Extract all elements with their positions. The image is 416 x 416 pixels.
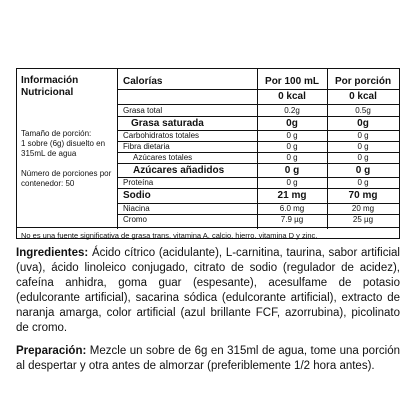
rule-6 bbox=[117, 163, 399, 164]
preparation-text: Mezcle un sobre de 6g en 315ml de agua, tome una porción al despertar y otra antes de almorzar (preferiblemente 1/2 hora antes). bbox=[16, 345, 400, 372]
energy-per-serving: 0 kcal bbox=[349, 91, 377, 102]
col-per100-header: Por 100 mL bbox=[265, 76, 319, 87]
preparation-label: Preparación: bbox=[16, 345, 87, 357]
preparation-block bbox=[16, 344, 400, 374]
row-total-sugars-name: Azúcares totales bbox=[133, 153, 193, 162]
row-sodium-name: Sodio bbox=[123, 190, 151, 201]
rule-1 bbox=[117, 104, 399, 105]
row-fiber-per-serving: 0 g bbox=[357, 142, 369, 151]
row-niacin-per-serving: 20 mg bbox=[351, 204, 375, 213]
serving-line3: 315mL de agua bbox=[21, 149, 77, 158]
col-calories-header: Calorías bbox=[123, 76, 163, 87]
row-saturated-fat-per100: 0g bbox=[286, 118, 298, 129]
info-title-line1: Información bbox=[21, 75, 79, 86]
row-total-fat-per100: 0.2g bbox=[284, 106, 300, 115]
row-chromium-per100: 7.9 µg bbox=[280, 215, 304, 224]
row-sodium-per-serving: 70 mg bbox=[348, 190, 378, 201]
row-niacin-name: Niacina bbox=[123, 204, 150, 213]
col-per-serving-header: Por porción bbox=[334, 76, 392, 87]
serving-line1: Tamaño de porción: bbox=[21, 129, 92, 138]
serving-line2: 1 sobre (6g) disuelto en bbox=[21, 139, 106, 148]
row-chromium-per-serving: 25 µg bbox=[352, 215, 374, 224]
row-niacin-per100: 6.0 mg bbox=[279, 204, 305, 213]
energy-per100: 0 kcal bbox=[278, 91, 306, 102]
footnote: No es una fuente significativa de grasa trans, vitamina A, calcio, hierro, vitamina D y zinc. bbox=[21, 231, 318, 240]
row-total-fat-name: Grasa total bbox=[123, 106, 163, 115]
row-total-sugars-per100: 0 g bbox=[286, 153, 298, 162]
row-saturated-fat-per-serving: 0g bbox=[357, 118, 369, 129]
row-chromium-name: Cromo bbox=[123, 215, 148, 224]
servings-line1: Número de porciones por bbox=[21, 169, 112, 178]
row-protein-per100: 0 g bbox=[286, 178, 298, 187]
row-carbs-per-serving: 0 g bbox=[357, 131, 369, 140]
row-added-sugars-per-serving: 0 g bbox=[355, 165, 371, 176]
row-fiber-name: Fibra dietaria bbox=[123, 142, 170, 151]
row-total-sugars-per-serving: 0 g bbox=[357, 153, 369, 162]
serving-info bbox=[21, 129, 111, 189]
header-rule bbox=[117, 89, 399, 90]
ingredients-text: Ácido cítrico (acidulante), L-carnitina, taurina, sabor artificial (uva), ácido linoleico conjugado, citrato de sodio (regulador de acidez), cafeína anhidra, goma guar (espesante), acesulfame de potasio (edulcorante artificial), sacarina sódica (edulcorante artificial), extracto de naranja amarga, color artificial (azul brillante FCF, azorrubina), picolinato de cromo. bbox=[16, 247, 400, 334]
ingredients-block bbox=[16, 246, 400, 336]
row-total-fat-per-serving: 0.5g bbox=[355, 106, 371, 115]
rule-8 bbox=[117, 188, 399, 189]
row-carbs-name: Carbohidratos totales bbox=[123, 131, 200, 140]
servings-line2: contenedor: 50 bbox=[21, 179, 75, 188]
nutrition-facts-table bbox=[16, 68, 400, 239]
row-sodium-per100: 21 mg bbox=[277, 190, 307, 201]
footnote-rule bbox=[17, 227, 399, 228]
rule-2 bbox=[117, 116, 399, 117]
row-saturated-fat-name: Grasa saturada bbox=[131, 118, 204, 129]
info-title-line2: Nutricional bbox=[21, 87, 74, 98]
row-protein-per-serving: 0 g bbox=[357, 178, 369, 187]
info-title bbox=[21, 75, 78, 99]
row-added-sugars-name: Azúcares añadidos bbox=[133, 165, 225, 176]
row-carbs-per100: 0 g bbox=[286, 131, 298, 140]
row-protein-name: Proteína bbox=[123, 178, 154, 187]
ingredients-label: Ingredientes: bbox=[16, 247, 89, 259]
row-fiber-per100: 0 g bbox=[286, 142, 298, 151]
divider-vertical-left bbox=[117, 69, 118, 229]
row-added-sugars-per100: 0 g bbox=[284, 165, 300, 176]
